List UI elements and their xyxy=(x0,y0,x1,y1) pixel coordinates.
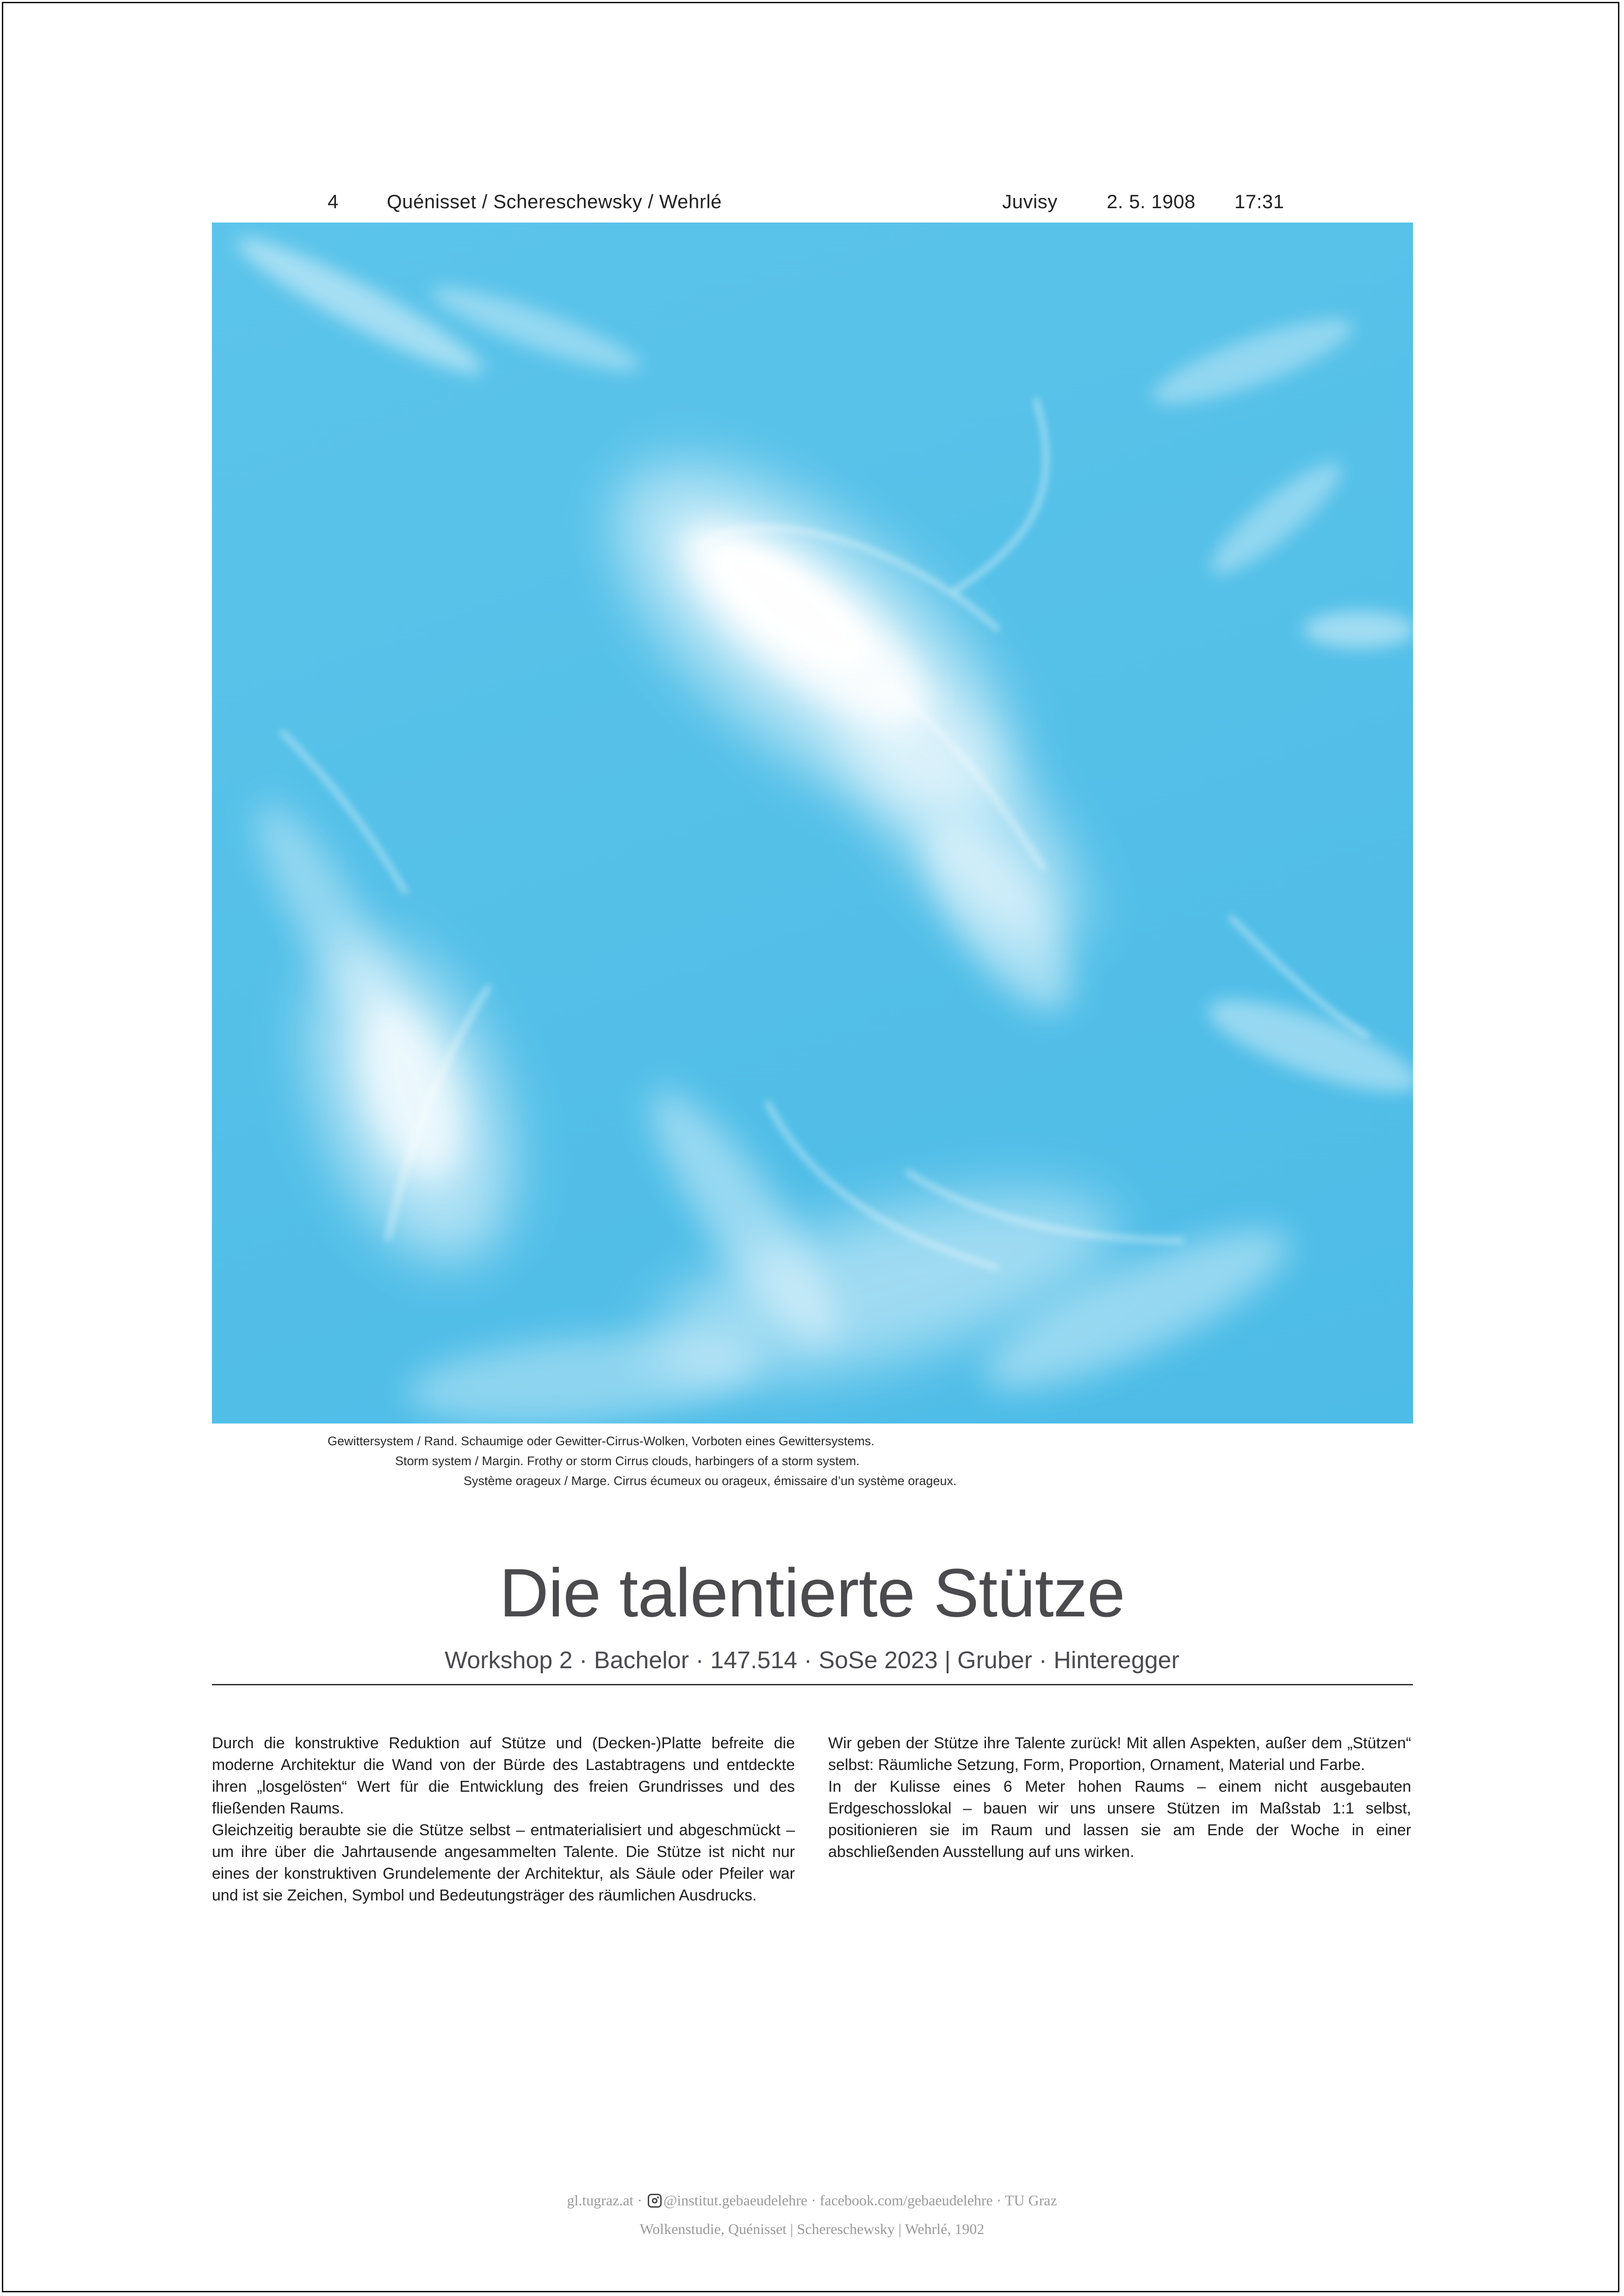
footer-credit: Wolkenstudie, Quénisset | Schereschewsky | Wehrlé, 1902 xyxy=(639,2221,985,2237)
social-links[interactable]: @institut.gebaeudelehre · facebook.com/gebaeudelehre · TU Graz xyxy=(663,2192,1057,2209)
page-subtitle: Workshop 2 · Bachelor · 147.514 · SoSe 2023 | Gruber · Hinteregger xyxy=(445,1647,1179,1674)
authors: Quénisset / Schereschewsky / Wehrlé xyxy=(387,191,722,212)
place: Juvisy xyxy=(1002,191,1058,212)
footer-links xyxy=(0,2192,1624,2209)
cloud-photo xyxy=(212,223,1413,1423)
time: 17:31 xyxy=(1234,191,1284,212)
caption-de: Gewittersystem / Rand. Schaumige oder Gewitter-Cirrus-Wolken, Vorboten eines Gewittersystems. xyxy=(328,1434,874,1448)
page-title: Die talentierte Stütze xyxy=(499,1555,1125,1631)
date: 2. 5. 1908 xyxy=(1107,191,1196,212)
body-paragraph: Gleichzeitig beraubte sie die Stütze selbst – entmaterialisiert und abgeschmückt – um ihre über die Jahrtausende angesammelten Talente. Die Stütze ist nicht nur eines der konstruktiven Grundelemente der Architektur, als Säule oder Pfeiler war und ist sie Zeichen, Symbol und Bedeutungsträger des räumlichen Ausdrucks. xyxy=(212,1821,795,1904)
body-column-left xyxy=(212,1733,795,1906)
plate-number: 4 xyxy=(328,191,339,212)
cloud-illustration xyxy=(212,223,1413,1423)
title-rule xyxy=(212,1684,1413,1685)
body-paragraph: Durch die konstruktive Reduktion auf Stütze und (Decken-)Platte befreite die moderne Architektur die Wand von der Bürde des Lastabtragens und entdeckte ihren „losgelösten“ Wert für die Entwicklung des freien Grundrisses und des fließenden Raums. xyxy=(212,1734,795,1817)
photo-header xyxy=(0,191,1624,218)
caption-fr: Système orageux / Marge. Cirrus écumeux ou orageux, émissaire d’un système orageux. xyxy=(464,1474,957,1488)
body-paragraph: In der Kulisse eines 6 Meter hohen Raums – einem nicht ausgebauten Erdgeschosslokal – bauen wir uns unsere Stützen im Maßstab 1:1 selbst, positionieren sie im Raum und lassen sie am Ende der Woche in einer abschließenden Ausstellung auf uns wirken. xyxy=(828,1778,1411,1861)
caption-en: Storm system / Margin. Frothy or storm Cirrus clouds, harbingers of a storm system. xyxy=(395,1454,860,1468)
instagram-icon[interactable] xyxy=(648,2194,662,2208)
website-link[interactable]: gl.tugraz.at · xyxy=(567,2192,642,2209)
body-column-right xyxy=(828,1733,1411,1863)
body-paragraph: Wir geben der Stütze ihre Talente zurück! Mit allen Aspekten, außer dem „Stützen“ selbst: Räumliche Setzung, Form, Proportion, Ornament, Material und Farbe. xyxy=(828,1734,1411,1774)
